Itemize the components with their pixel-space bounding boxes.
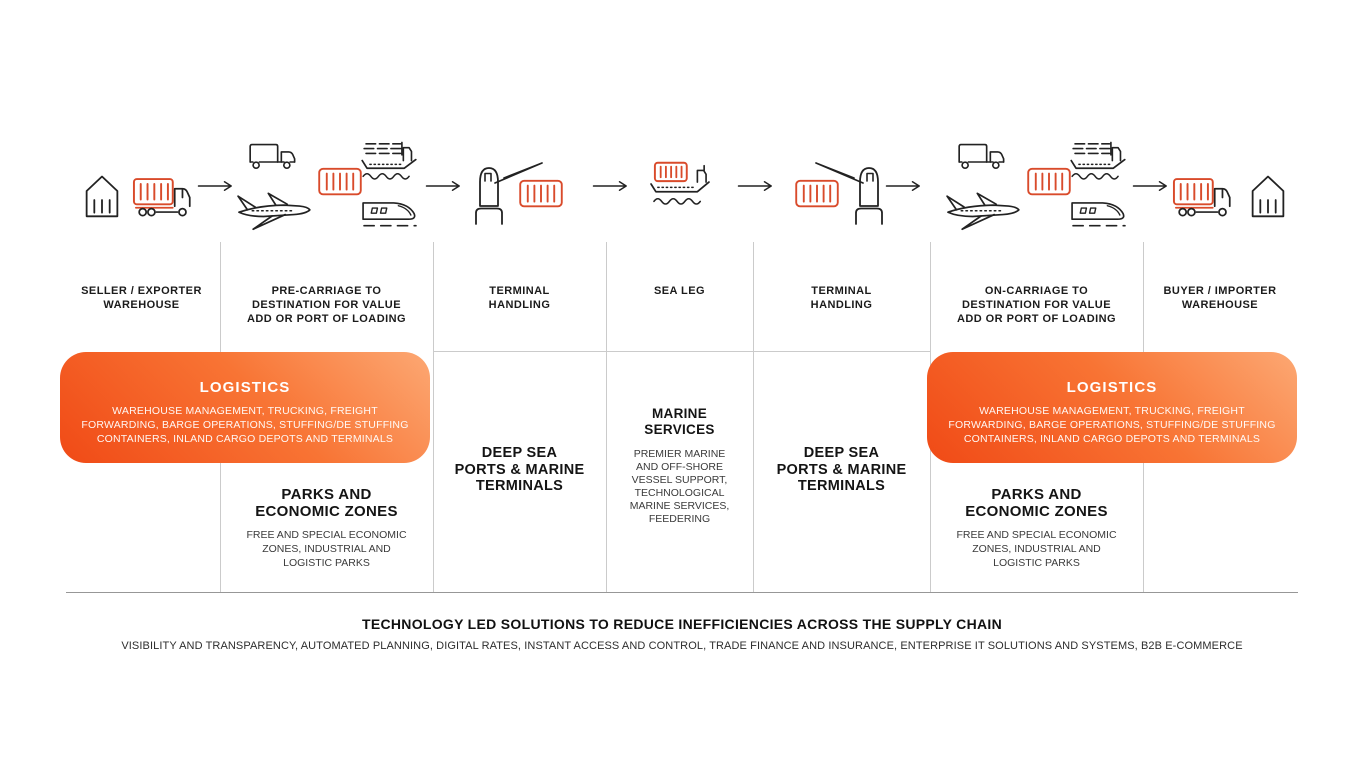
container-icon: [1026, 166, 1072, 200]
ship-with-container-icon: [647, 156, 713, 212]
stage-label-sea-leg: SEA LEG: [653, 285, 706, 297]
truck-icon: [956, 140, 1010, 173]
container-icon: [317, 166, 363, 200]
airplane-icon: [231, 182, 315, 233]
marine-services-body: PREMIER MARINE AND OFF-SHORE VESSEL SUPPORT, TECHNOLOGICAL MARINE SERVICES, FEEDERING: [629, 448, 730, 525]
footer-subtext: VISIBILITY AND TRANSPARENCY, AUTOMATED PLANNING, DIGITAL RATES, INSTANT ACCESS AND CONTROL, TRADE FINANCE AND INSURANCE, ENTERPRISE IT SOLUTIONS AND SYSTEMS, B2B E-COMMERCE: [121, 640, 1243, 652]
logistics-box-left: [60, 352, 430, 463]
stage-icons-pre-carriage: [231, 138, 421, 238]
train-icon: [361, 196, 419, 235]
logistics-title: LOGISTICS: [1066, 379, 1158, 396]
marine-services: [606, 406, 753, 526]
stage-icons-on-carriage: [940, 138, 1130, 238]
flow-arrow-icon: [425, 180, 465, 192]
flow-arrow-icon: [885, 180, 925, 192]
stage-label-terminal-handling-2: TERMINAL HANDLING: [810, 285, 873, 311]
parks-body: FREE AND SPECIAL ECONOMIC ZONES, INDUSTRIAL AND LOGISTIC PARKS: [956, 529, 1117, 569]
parks-title: PARKS AND ECONOMIC ZONES: [255, 486, 398, 520]
marine-services-title: MARINE SERVICES: [644, 406, 715, 437]
footer-headline: TECHNOLOGY LED SOLUTIONS TO REDUCE INEFFICIENCIES ACROSS THE SUPPLY CHAIN: [361, 616, 1003, 632]
stage-label-seller-warehouse: SELLER / EXPORTER WAREHOUSE: [81, 285, 202, 311]
parks-title: PARKS AND ECONOMIC ZONES: [965, 486, 1108, 520]
flow-arrow-icon: [737, 180, 777, 192]
stage-label-buyer-warehouse: BUYER / IMPORTER WAREHOUSE: [1163, 285, 1277, 311]
stage-icons-terminal-handling-1: [468, 148, 568, 234]
parks-body: FREE AND SPECIAL ECONOMIC ZONES, INDUSTRIAL AND LOGISTIC PARKS: [246, 529, 407, 569]
container-truck-icon: [132, 176, 198, 221]
stage-icons-buyer-warehouse: [1172, 162, 1290, 222]
stage-label-terminal-handling-1: TERMINAL HANDLING: [488, 285, 551, 311]
stage-label-on-carriage: ON-CARRIAGE TO DESTINATION FOR VALUE ADD OR PORT OF LOADING: [956, 285, 1116, 325]
warehouse-icon: [1248, 172, 1288, 219]
bottom-rule: [66, 592, 1298, 593]
train-icon: [1070, 196, 1128, 235]
stage-icons-terminal-handling-2: [790, 148, 890, 234]
airplane-icon: [940, 182, 1024, 233]
logistics-title: LOGISTICS: [199, 379, 291, 396]
stage-icons-seller-warehouse: [82, 162, 198, 222]
container-truck-icon: [1172, 176, 1238, 221]
stage-label-pre-carriage: PRE-CARRIAGE TO DESTINATION FOR VALUE ADD OR PORT OF LOADING: [246, 285, 406, 325]
parks-economic-zones-right: [930, 486, 1143, 570]
stage-icons-sea-leg: [647, 156, 713, 212]
middle-rule: [433, 351, 930, 352]
flow-arrow-icon: [1132, 180, 1172, 192]
flow-arrow-icon: [592, 180, 632, 192]
logistics-body: WAREHOUSE MANAGEMENT, TRUCKING, FREIGHT FORWARDING, BARGE OPERATIONS, STUFFING/DE STUFFING CONTAINERS, INLAND CARGO DEPOTS AND TERMINALS: [81, 405, 409, 445]
container-icon: [518, 178, 564, 212]
deep-sea-ports-left: DEEP SEA PORTS & MARINE TERMINALS: [454, 445, 585, 494]
logistics-body: WAREHOUSE MANAGEMENT, TRUCKING, FREIGHT FORWARDING, BARGE OPERATIONS, STUFFING/DE STUFFING CONTAINERS, INLAND CARGO DEPOTS AND TERMINALS: [948, 405, 1276, 445]
cargo-ship-icon: [1068, 140, 1128, 184]
logistics-box-right: [927, 352, 1297, 463]
cargo-ship-icon: [359, 140, 419, 184]
parks-economic-zones-left: [220, 486, 433, 570]
warehouse-icon: [82, 172, 122, 219]
truck-icon: [247, 140, 301, 173]
deep-sea-ports-right: DEEP SEA PORTS & MARINE TERMINALS: [776, 445, 907, 494]
container-icon: [794, 178, 840, 212]
